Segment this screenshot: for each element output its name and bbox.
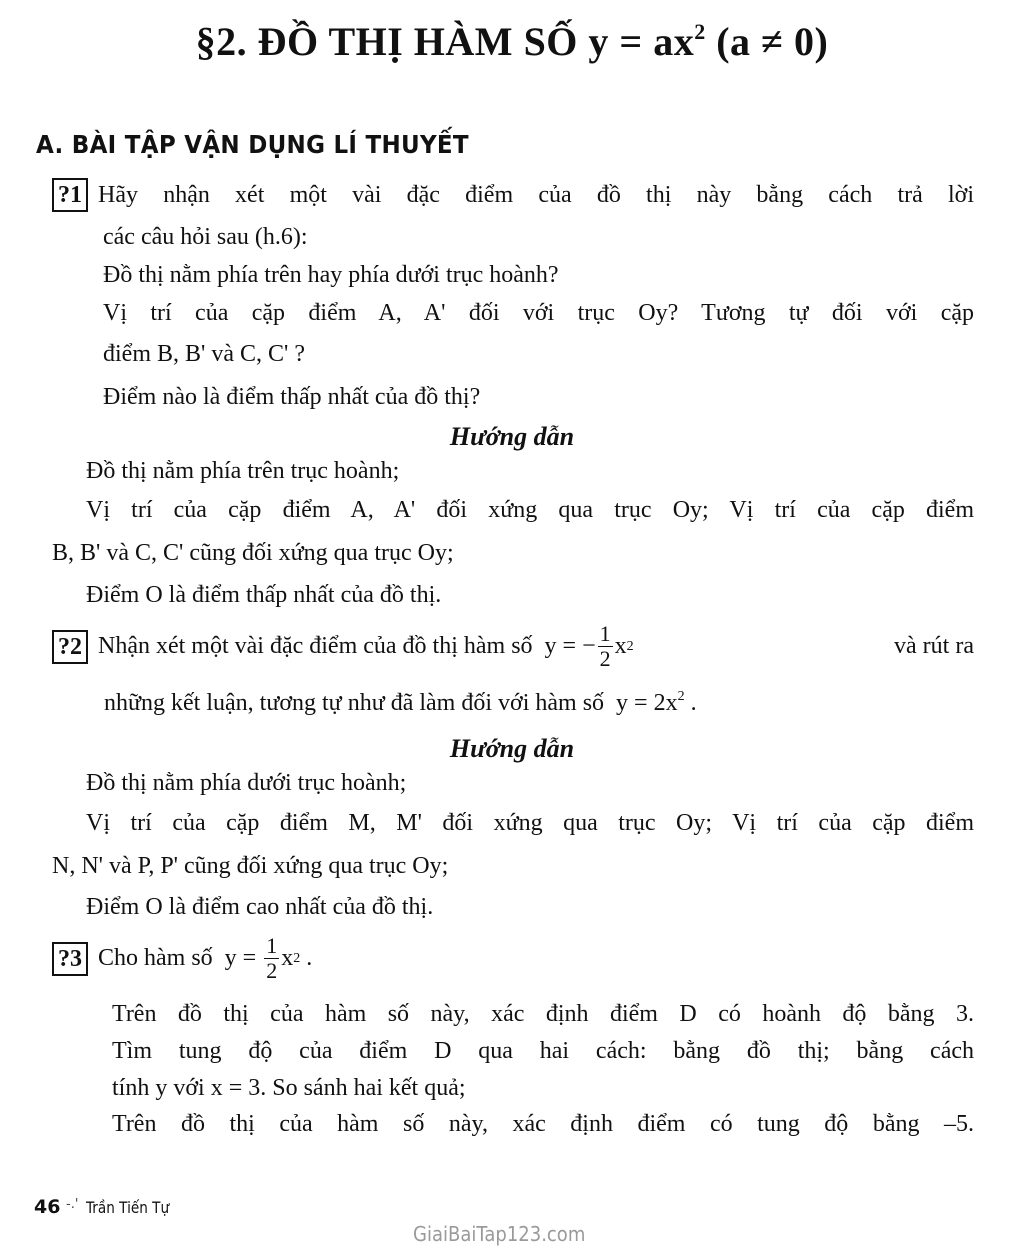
fraction-numerator: 1 — [266, 933, 278, 958]
q2-guide-line-4: Điểm O là điểm cao nhất của đồ thị. — [86, 894, 434, 920]
q3-line-2: Trên đồ thị của hàm số này, xác định điểm D có hoành độ bằng 3. — [112, 1001, 974, 1027]
fraction — [598, 622, 613, 671]
page-number: 46 — [34, 1196, 61, 1218]
q3-line-4: tính y với x = 3. So sánh hai kết quả; — [112, 1075, 466, 1101]
watermark: GiaiBaiTap123.com — [413, 1222, 586, 1246]
q1-guide-line-1: Đồ thị nằm phía trên trục hoành; — [86, 458, 400, 484]
q1-guide-line-3: B, B' và C, C' cũng đối xứng qua trục Oy; — [52, 540, 454, 566]
question-label-box: ?3 — [52, 942, 88, 976]
q1-line-5: điểm B, B' và C, C' ? — [103, 341, 305, 367]
fraction-numerator: 1 — [599, 621, 611, 646]
exponent: 2 — [677, 689, 685, 704]
fraction-denominator: 2 — [599, 646, 611, 671]
q2-line-1-left: ?2 Nhận xét một vài đặc điểm của đồ thị hàm số y = − $\frac{1}{2}$ x 2 — [52, 622, 634, 671]
q3-line-5: Trên đồ thị của hàm số này, xác định điểm có tung độ bằng –5. — [112, 1111, 974, 1137]
q2-text-end: và rút ra — [882, 633, 974, 659]
q1-text: Hãy nhận xét một vài đặc điểm của đồ thị này bằng cách trả lời — [98, 182, 974, 208]
guide-heading-2: Hướng dẫn — [449, 734, 575, 763]
author-name: Trần Tiến Tự — [86, 1198, 170, 1217]
page-title — [0, 18, 1024, 65]
title-exponent: 2 — [694, 19, 706, 44]
title-condition: (a ≠ 0) — [705, 19, 829, 64]
period: . — [684, 690, 697, 716]
q1-line-1 — [52, 178, 974, 212]
fraction — [264, 934, 279, 983]
q2-guide-line-1: Đồ thị nằm phía dưới trục hoành; — [86, 770, 407, 796]
q2-guide-line-2: Vị trí của cặp điểm M, M' đối xứng qua trục Oy; Vị trí của cặp điểm — [86, 810, 974, 836]
q1-line-6: Điểm nào là điểm thấp nhất của đồ thị? — [103, 384, 481, 410]
title-text: §2. ĐỒ THỊ HÀM SỐ y = ax — [195, 19, 695, 64]
q2-guide-line-3: N, N' và P, P' cũng đối xứng qua trục Oy; — [52, 853, 449, 879]
section-heading-a: A. BÀI TẬP VẬN DỤNG LÍ THUYẾT — [36, 130, 469, 159]
variable-x: x — [281, 945, 294, 971]
question-label-box: ?1 — [52, 178, 88, 212]
variable-x: x — [614, 633, 627, 659]
q1-guide-line-4: Điểm O là điểm thấp nhất của đồ thị. — [86, 582, 442, 608]
guide-heading-1: Hướng dẫn — [449, 422, 575, 451]
q1-line-2: các câu hỏi sau (h.6): — [103, 224, 308, 250]
q3-line-1: ?3 Cho hàm số y = $\frac{1}{2}$ x 2 . — [52, 934, 312, 983]
q3-line-3: Tìm tung độ của điểm D qua hai cách: bằng đồ thị; bằng cách — [112, 1038, 974, 1064]
q2-text-2: những kết luận, tương tự như đã làm đối với hàm số y = 2x — [104, 690, 678, 716]
period: . — [300, 945, 313, 971]
q1-guide-line-2: Vị trí của cặp điểm A, A' đối xứng qua trục Oy; Vị trí của cặp điểm — [86, 497, 974, 523]
q3-text: Cho hàm số y = — [98, 945, 263, 971]
q1-line-3: Đồ thị nằm phía trên hay phía dưới trục hoành? — [103, 262, 559, 288]
q2-line-2 — [104, 690, 697, 717]
question-label-box: ?2 — [52, 630, 88, 664]
q1-line-4: Vị trí của cặp điểm A, A' đối với trục Oy? Tương tự đối với cặp — [103, 300, 974, 326]
fraction-denominator: 2 — [266, 958, 278, 983]
footer-ornament-icon: -.' — [66, 1197, 79, 1212]
q2-text: Nhận xét một vài đặc điểm của đồ thị hàm số y = − — [98, 633, 596, 659]
q2-line-1 — [52, 622, 974, 671]
